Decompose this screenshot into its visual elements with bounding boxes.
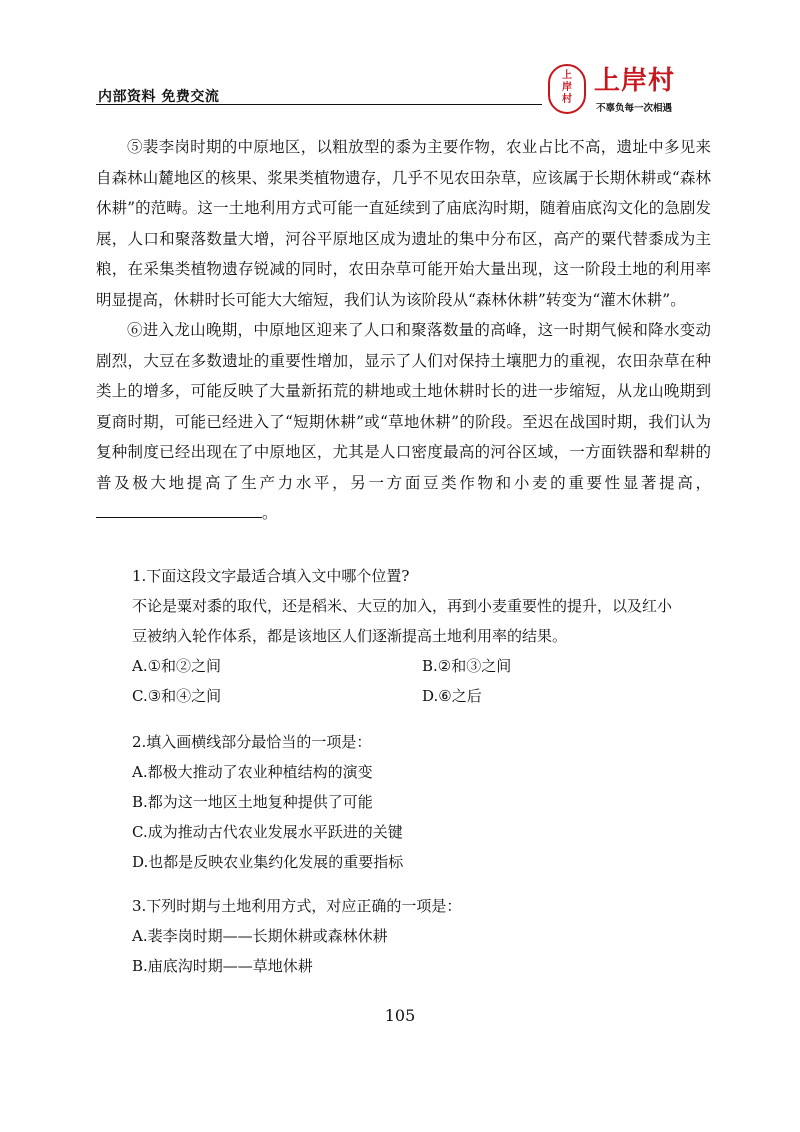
brand-logo [548,64,708,120]
option-b[interactable]: B.庙底沟时期——草地休耕 [132,957,313,975]
passage-paragraph-5: ⑤裴李岗时期的中原地区，以粗放型的黍为主要作物，农业占比不高，遗址中多见来自森林山麓地区的核果、浆果类植物遗存，几乎不见农田杂草，应该属于长期休耕或“森林休耕”的范畴。这一土地利用方式可能一直延续到了庙底沟时期，随着庙底沟文化的急剧发展，人口和聚落数量大增，河谷平原地区成为遗址的集中分布区，高产的粟代替黍成为主粮，在采集类植物遗存锐减的同时，农田杂草可能开始大量出现，这一阶段土地的利用率明显提高，休耕时长可能大大缩短，我们认为该阶段从“森林休耕”转变为“灌木休耕”。 [96,138,711,309]
option-row [132,651,712,681]
question-stem: 3.下列时期与土地利用方式，对应正确的一项是： [132,897,462,915]
question-quote-line: 不论是粟对黍的取代，还是稻米、大豆的加入，再到小麦重要性的提升，以及红小 [132,597,673,615]
logo-seal-char: 岸 [562,82,572,93]
question-stem: 1.下面这段文字最适合填入文中哪个位置? [132,567,410,585]
option-row [132,681,712,711]
header-label: 内部资料 免费交流 [98,89,220,105]
option-a[interactable]: A.①和②之间 [132,657,222,675]
paragraph-6-end: 。 [262,504,278,522]
passage [96,132,711,529]
passage-paragraph-6 [96,315,711,529]
option-d[interactable]: D.也都是反映农业集约化发展的重要指标 [132,853,404,871]
logo-name: 上岸村 [594,66,676,96]
question-quote-line: 豆被纳入轮作体系，都是该地区人们逐渐提高土地利用率的结果。 [132,627,568,645]
fill-in-blank [96,501,262,518]
logo-seal-char: 村 [562,94,572,105]
option-a[interactable]: A.裴李岗时期——长期休耕或森林休耕 [132,927,388,945]
logo-slogan: 不辜负每一次相遇 [596,103,673,114]
header-divider [96,104,542,105]
question-1 [132,561,712,711]
option-b[interactable]: B.②和③之间 [422,657,512,675]
option-c[interactable]: C.③和④之间 [132,687,222,705]
option-a[interactable]: A.都极大推动了农业种植结构的演变 [132,763,373,781]
question-3 [132,891,712,981]
option-b[interactable]: B.都为这一地区土地复种提供了可能 [132,793,373,811]
logo-seal-char: 上 [562,70,572,81]
option-d[interactable]: D.⑥之后 [422,687,482,705]
question-2 [132,727,712,877]
logo-seal-icon [548,64,586,114]
paragraph-6-text: ⑥进入龙山晚期，中原地区迎来了人口和聚落数量的高峰，这一时期气候和降水变动剧烈，大豆在多数遗址的重要性增加，显示了人们对保持土壤肥力的重视，农田杂草在种类上的增多，可能反映了大量新拓荒的耕地或土地休耕时长的进一步缩短，从龙山晚期到夏商时期，可能已经进入了“短期休耕”或“草地休耕”的阶段。至迟在战国时期，我们认为复种制度已经出现在了中原地区，尤其是人口密度最高的河谷区域，一方面铁器和犁耕的普及极大地提高了生产力水平，另一方面豆类作物和小麦的重要性显著提高， [96,321,711,492]
page-number: 105 [384,1006,416,1025]
question-stem: 2.填入画横线部分最恰当的一项是： [132,733,372,751]
option-c[interactable]: C.成为推动古代农业发展水平跃进的关键 [132,823,403,841]
